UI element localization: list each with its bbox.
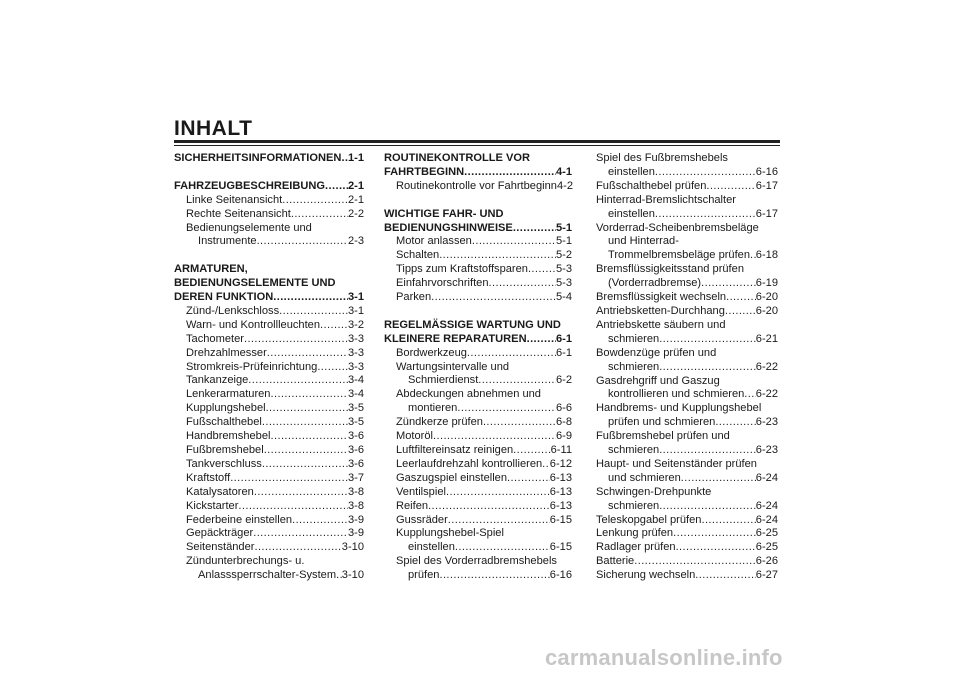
title-rule-thick	[174, 140, 780, 143]
toc-entry[interactable]: prüfen und schmieren ..... 6-23	[596, 416, 778, 430]
toc-entry[interactable]: Fußbremshebel ..... 3-6	[174, 444, 364, 458]
toc-column-1	[174, 152, 364, 583]
toc-entry[interactable]: Gaszugspiel einstellen ..... 6-13	[384, 472, 572, 486]
toc-entry[interactable]: Fußschalthebel prüfen ..... 6-17	[596, 180, 778, 194]
toc-heading-text: WICHTIGE FAHR- UND	[384, 207, 504, 220]
toc-entry[interactable]: Bremsflüssigkeit wechseln ..... 6-20	[596, 291, 778, 305]
toc-entry[interactable]: BEDIENUNGSHINWEISE ..... 5-1	[384, 222, 572, 236]
toc-entry[interactable]: Instrumente ..... 2-3	[174, 235, 364, 249]
toc-entry[interactable]: Kraftstoff ..... 3-7	[174, 472, 364, 486]
toc-entry[interactable]: Trommelbremsbeläge prüfen ..... 6-18	[596, 249, 778, 263]
toc-entry[interactable]: und schmieren ..... 6-24	[596, 472, 778, 486]
toc-entry-text: Handbrems- und Kupplungshebel	[596, 402, 762, 415]
toc-entry[interactable]: Einfahrvorschriften ..... 5-3	[384, 277, 572, 291]
toc-entry[interactable]: prüfen ..... 6-16	[384, 569, 572, 583]
toc-heading-text: BEDIENUNGSELEMENTE UND	[174, 277, 336, 290]
toc-entry[interactable]: KLEINERE REPARATUREN ..... 6-1	[384, 333, 572, 347]
toc-entry[interactable]: SICHERHEITSINFORMATIONEN ..... 1-1	[174, 152, 364, 166]
toc-column-2	[384, 152, 572, 583]
toc-entry-text: Bowdenzüge prüfen und	[596, 346, 717, 359]
toc-entry[interactable]: Seitenständer ..... 3-10	[174, 541, 364, 555]
toc-entry-text: Schwingen-Drehpunkte	[596, 485, 712, 498]
toc-entry[interactable]: einstellen ..... 6-16	[596, 166, 778, 180]
toc-entry[interactable]: Teleskopgabel prüfen ..... 6-24	[596, 514, 778, 528]
watermark: carmanualsonline.info	[545, 645, 783, 670]
toc-entry[interactable]: Gepäckträger ..... 3-9	[174, 527, 364, 541]
toc-entry[interactable]: montieren ..... 6-6	[384, 402, 572, 416]
toc-entry[interactable]: Tankanzeige ..... 3-4	[174, 374, 364, 388]
toc-entry[interactable]: Sicherung wechseln ..... 6-27	[596, 569, 778, 583]
toc-entry[interactable]: Fußschalthebel ..... 3-5	[174, 416, 364, 430]
toc-entry[interactable]: Warn- und Kontrollleuchten ..... 3-2	[174, 319, 364, 333]
toc-entry[interactable]: Radlager prüfen ..... 6-25	[596, 541, 778, 555]
toc-entry[interactable]: (Vorderradbremse) ..... 6-19	[596, 277, 778, 291]
toc-entry[interactable]: Reifen ..... 6-13	[384, 500, 572, 514]
toc-entry-text: Antriebskette säubern und	[596, 318, 726, 331]
toc-entry-text: Vorderrad-Scheibenbremsbeläge	[596, 221, 759, 234]
toc-entry[interactable]: Tipps zum Kraftstoffsparen ..... 5-3	[384, 263, 572, 277]
toc-entry[interactable]: Bordwerkzeug ..... 6-1	[384, 347, 572, 361]
toc-entry-text: und Hinterrad-	[608, 235, 679, 248]
toc-entry-text: Hinterrad-Bremslichtschalter	[596, 193, 736, 206]
toc-entry-text: Bedienungselemente und	[186, 221, 312, 234]
toc-entry[interactable]: Rechte Seitenansicht ..... 2-2	[174, 208, 364, 222]
toc-entry-text: Spiel des Vorderradbremshebels	[396, 555, 557, 568]
toc-entry[interactable]: Motor anlassen ..... 5-1	[384, 235, 572, 249]
toc-entry-text: Bremsflüssigkeitsstand prüfen	[596, 263, 744, 276]
toc-entry-text: Abdeckungen abnehmen und	[396, 388, 541, 401]
toc-column-3	[596, 152, 778, 583]
toc-entry[interactable]: Antriebsketten-Durchhang ..... 6-20	[596, 305, 778, 319]
toc-entry[interactable]: Katalysatoren ..... 3-8	[174, 486, 364, 500]
toc-entry[interactable]: Gussräder ..... 6-15	[384, 514, 572, 528]
toc-entry[interactable]: Motoröl ..... 6-9	[384, 430, 572, 444]
toc-entry[interactable]: DEREN FUNKTION ..... 3-1	[174, 291, 364, 305]
toc-entry[interactable]: Linke Seitenansicht ..... 2-1	[174, 194, 364, 208]
title-rule-thin	[174, 145, 780, 146]
toc-heading-text: REGELMÄSSIGE WARTUNG UND	[384, 318, 561, 331]
toc-entry-text: Gasdrehgriff und Gaszug	[596, 374, 720, 387]
toc-entry[interactable]: FAHRZEUGBESCHREIBUNG ..... 2-1	[174, 180, 364, 194]
toc-entry-text: Wartungsintervalle und	[396, 360, 510, 373]
toc-entry[interactable]: Tankverschluss ..... 3-6	[174, 458, 364, 472]
toc-entry[interactable]: kontrollieren und schmieren ..... 6-22	[596, 388, 778, 402]
toc-entry-text: Spiel des Fußbremshebels	[596, 152, 728, 164]
toc-entry[interactable]: Lenkerarmaturen ..... 3-4	[174, 388, 364, 402]
toc-entry[interactable]: Federbeine einstellen ..... 3-9	[174, 514, 364, 528]
toc-entry-text: Zündunterbrechungs- u.	[186, 555, 305, 568]
toc-entry[interactable]: Batterie ..... 6-26	[596, 555, 778, 569]
toc-entry[interactable]: FAHRTBEGINN ..... 4-1	[384, 166, 572, 180]
toc-entry[interactable]: Tachometer ..... 3-3	[174, 333, 364, 347]
toc-entry[interactable]: Lenkung prüfen ..... 6-25	[596, 527, 778, 541]
toc-entry[interactable]: schmieren ..... 6-23	[596, 444, 778, 458]
toc-entry[interactable]: Drehzahlmesser ..... 3-3	[174, 347, 364, 361]
toc-entry[interactable]: Schalten ..... 5-2	[384, 249, 572, 263]
toc-entry[interactable]: Stromkreis-Prüfeinrichtung ..... 3-3	[174, 361, 364, 375]
toc-entry-text: Haupt- und Seitenständer prüfen	[596, 457, 757, 470]
toc-entry-text: Kupplungshebel-Spiel	[396, 527, 504, 540]
toc-entry[interactable]: Ventilspiel ..... 6-13	[384, 486, 572, 500]
toc-entry[interactable]: Kupplungshebel ..... 3-5	[174, 402, 364, 416]
toc-entry[interactable]: Schmierdienst ..... 6-2	[384, 374, 572, 388]
toc-entry[interactable]: Routinekontrolle vor Fahrtbeginn 4-2	[396, 179, 573, 192]
toc-entry[interactable]: einstellen ..... 6-15	[384, 541, 572, 555]
toc-entry[interactable]: Handbremshebel ..... 3-6	[174, 430, 364, 444]
toc-entry[interactable]: schmieren ..... 6-22	[596, 361, 778, 375]
toc-entry[interactable]: schmieren ..... 6-24	[596, 500, 778, 514]
toc-entry[interactable]: Leerlaufdrehzahl kontrollieren ..... 6-12	[384, 458, 572, 472]
toc-heading-text: ROUTINEKONTROLLE VOR	[384, 152, 531, 164]
toc-entry[interactable]: Luftfiltereinsatz reinigen ..... 6-11	[384, 444, 572, 458]
page-title: INHALT	[174, 117, 253, 140]
toc-entry[interactable]: schmieren ..... 6-21	[596, 333, 778, 347]
toc-entry[interactable]: Kickstarter ..... 3-8	[174, 500, 364, 514]
toc-entry[interactable]: Zündkerze prüfen ..... 6-8	[384, 416, 572, 430]
toc-entry[interactable]: einstellen ..... 6-17	[596, 208, 778, 222]
toc-entry[interactable]: Zünd-/Lenkschloss ..... 3-1	[174, 305, 364, 319]
toc-entry-text: Fußbremshebel prüfen und	[596, 430, 730, 443]
toc-entry[interactable]: Anlasssperrschalter-System ..... 3-10	[174, 569, 364, 583]
toc-entry[interactable]: Parken ..... 5-4	[384, 291, 572, 305]
toc-heading-text: ARMATUREN,	[174, 263, 248, 276]
